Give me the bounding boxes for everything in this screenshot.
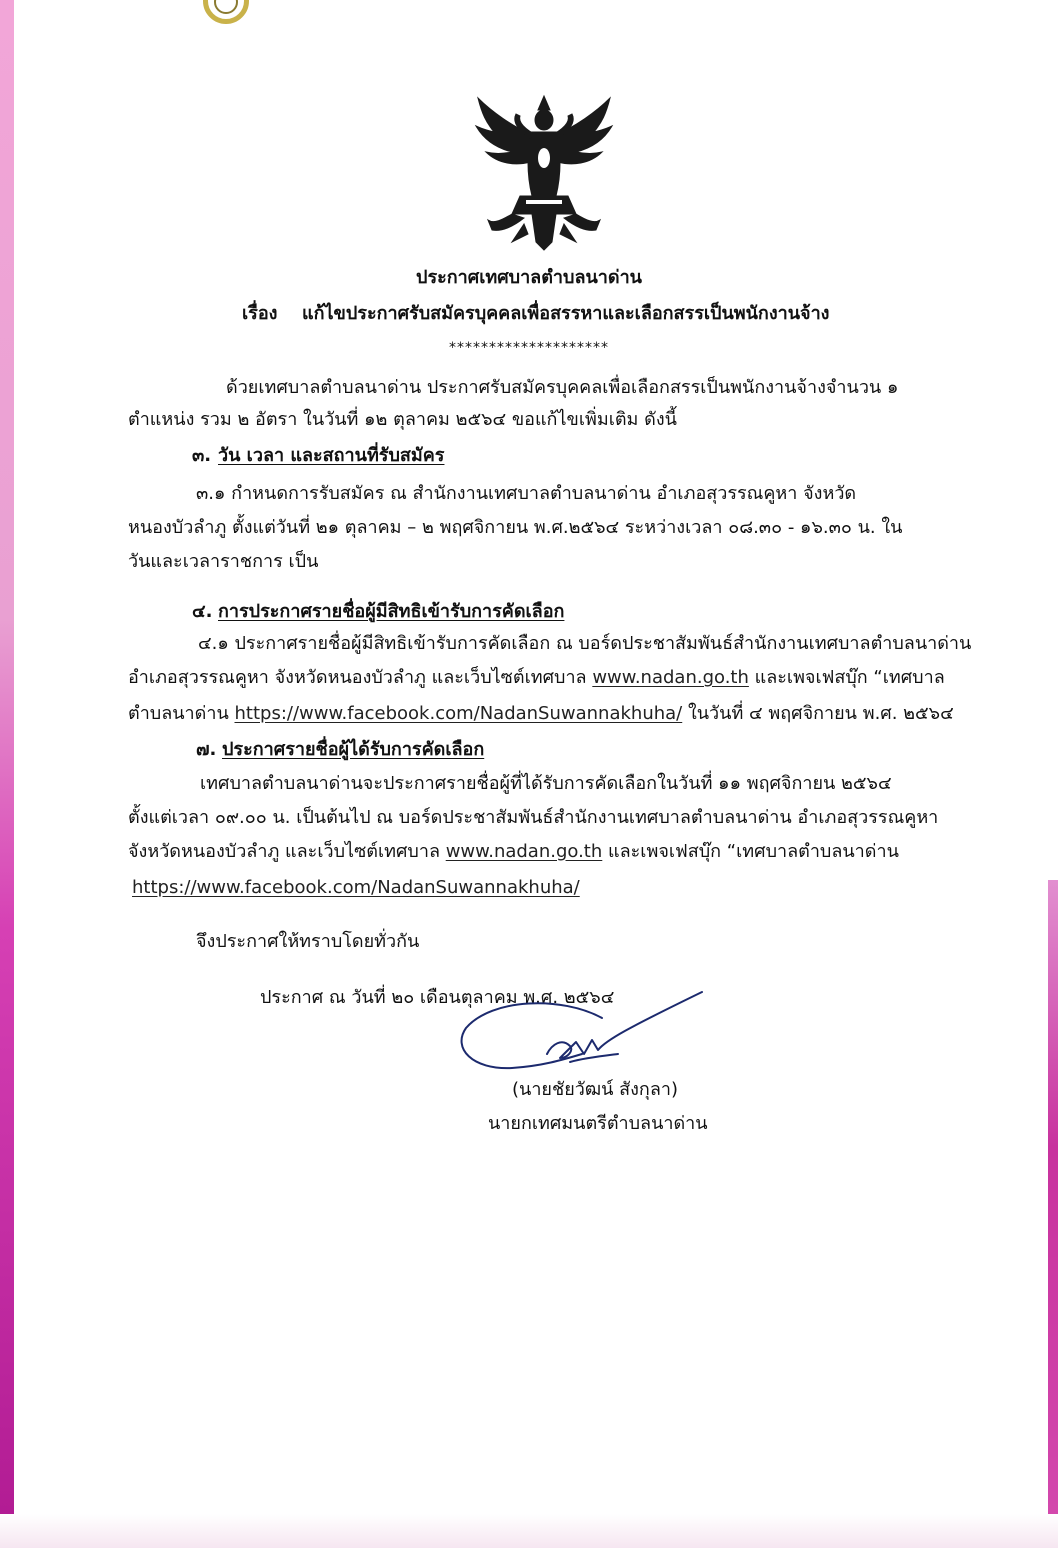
website-link-2[interactable]: www.nadan.go.th — [445, 841, 603, 862]
subject-text: แก้ไขประกาศรับสมัครบุคคลเพื่อสรรหาและเลือกสรรเป็นพนักงานจ้าง — [302, 303, 830, 324]
section7-line-3 — [128, 840, 899, 864]
section4-line-3-text: ตำบลนาด่าน — [128, 703, 235, 724]
section4-line-2 — [128, 666, 945, 690]
section4-line-2-suffix: และเพจเฟสบุ๊ก “เทศบาล — [748, 667, 945, 688]
section4-line-3-suffix: ในวันที่ ๔ พฤศจิกายน พ.ศ. ๒๕๖๔ — [682, 703, 954, 724]
section7-line-3-text: จังหวัดหนองบัวลำภู และเว็บไซต์เทศบาล — [128, 841, 446, 862]
facebook-link[interactable]: https://www.facebook.com/NadanSuwannakhuha/ — [234, 703, 683, 724]
section3-number: ๓. — [192, 445, 212, 466]
section3-heading: วัน เวลา และสถานที่รับสมัคร — [218, 445, 445, 466]
section7-number: ๗. — [196, 739, 217, 760]
section4-line-3 — [128, 702, 954, 726]
section4-heading: การประกาศรายชื่อผู้มีสิทธิเข้ารับการคัดเลือก — [218, 601, 565, 622]
section4-line-1: ๔.๑ ประกาศรายชื่อผู้มีสิทธิเข้ารับการคัดเลือก ณ บอร์ดประชาสัมพันธ์สำนักงานเทศบาลตำบลนาด่าน — [198, 633, 972, 654]
facebook-link-2[interactable]: https://www.facebook.com/NadanSuwannakhuha/ — [132, 877, 580, 898]
subject-label: เรื่อง — [242, 303, 278, 324]
page-edge-left — [0, 0, 14, 1548]
closing-statement: จึงประกาศให้ทราบโดยทั่วกัน — [196, 931, 420, 952]
section4-number: ๔. — [192, 601, 213, 622]
page-title: ประกาศเทศบาลตำบลนาด่าน — [416, 267, 642, 288]
signatory-name: (นายชัยวัฒน์ สังกุลา) — [512, 1079, 678, 1100]
separator-stars: ******************** — [449, 340, 609, 356]
section7-line-1: เทศบาลตำบลนาด่านจะประกาศรายชื่อผู้ที่ได้รับการคัดเลือกในวันที่ ๑๑ พฤศจิกายน ๒๕๖๔ — [200, 773, 892, 794]
page-edge-right — [1048, 880, 1058, 1548]
section3-line-2: หนองบัวลำภู ตั้งแต่วันที่ ๒๑ ตุลาคม – ๒ พฤศจิกายน พ.ศ.๒๕๖๔ ระหว่างเวลา ๐๘.๓๐ - ๑๖.๓๐ น. ใน — [128, 517, 903, 538]
section3-line-3: วันและเวลาราชการ เป็น — [128, 551, 319, 572]
garuda-emblem-icon — [472, 92, 616, 252]
intro-line-2: ตำแหน่ง รวม ๒ อัตรา ในวันที่ ๑๒ ตุลาคม ๒๕๖๔ ขอแก้ไขเพิ่มเติม ดังนี้ — [128, 409, 677, 430]
signatory-position: นายกเทศมนตรีตำบลนาด่าน — [488, 1113, 708, 1134]
handwritten-signature — [452, 988, 714, 1090]
announcement-date: ประกาศ ณ วันที่ ๒๐ เดือนตุลาคม พ.ศ. ๒๕๖๔ — [260, 987, 615, 1008]
section4-line-2-text: อำเภอสุวรรณคูหา จังหวัดหนองบัวลำภู และเว็บไซต์เทศบาล — [128, 667, 593, 688]
page-edge-bottom — [0, 1514, 1058, 1548]
section7-line-2: ตั้งแต่เวลา ๐๙.๐๐ น. เป็นต้นไป ณ บอร์ดประชาสัมพันธ์สำนักงานเทศบาลตำบลนาด่าน อำเภอสุวรรณคูหา — [128, 807, 939, 828]
section3-line-1: ๓.๑ กำหนดการรับสมัคร ณ สำนักงานเทศบาลตำบลนาด่าน อำเภอสุวรรณคูหา จังหวัด — [196, 483, 857, 504]
section7-line-4 — [132, 876, 580, 900]
intro-line-1: ด้วยเทศบาลตำบลนาด่าน ประกาศรับสมัครบุคคลเพื่อเลือกสรรเป็นพนักงานจ้างจำนวน ๑ — [226, 377, 899, 398]
section7-heading: ประกาศรายชื่อผู้ได้รับการคัดเลือก — [222, 739, 485, 760]
section7-line-3-suffix: และเพจเฟสบุ๊ก “เทศบาลตำบลนาด่าน — [602, 841, 899, 862]
website-link[interactable]: www.nadan.go.th — [592, 667, 749, 688]
